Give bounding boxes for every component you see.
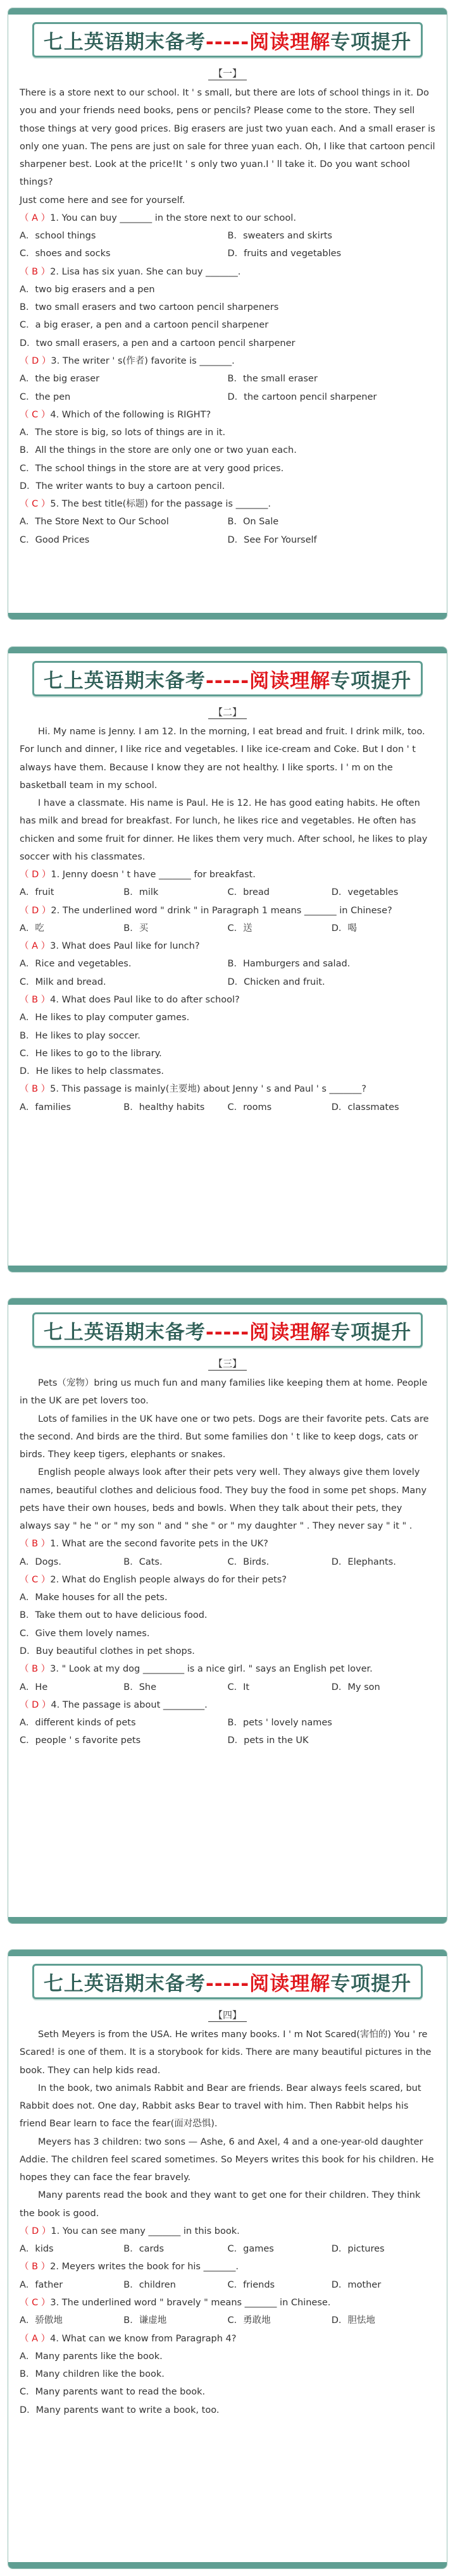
option-list [20, 281, 435, 352]
option-item: B．pets ' lovely names [227, 1718, 332, 1729]
option-item: B．All the things in the store are only one or two yuan each. [20, 445, 297, 456]
question-text: 1. What are the second favorite pets in the UK? [50, 1539, 268, 1550]
option-item: A．Many parents like the book. [20, 2351, 163, 2362]
question-text: 1. Jenny doesn ' t have _______ for breakfast. [51, 870, 256, 880]
question-text: 5. The best title(标题) for the passage is _______. [50, 499, 271, 510]
option-item: A．father [20, 2279, 63, 2290]
answer-key: （ C ） [20, 409, 51, 420]
passage-paragraph: Just come here and see for yourself. [20, 195, 185, 206]
option-item: B．Cats. [123, 1556, 163, 1567]
passage-paragraph: In the book, two animals Rabbit and Bear are friends. Bear always feels scared, but Rabbit does not. One day, Rabbit asks Bear to travel with him. Then Rabbit helps his friend Bear learn to face the fear(面对恐惧). [20, 2083, 421, 2129]
question-text: 4. What does Paul like to do after school? [50, 994, 240, 1005]
passage-body [8, 84, 447, 549]
option-list [20, 920, 435, 937]
option-list [20, 1714, 435, 1750]
question-stem [20, 406, 435, 424]
banner-part1: 七上英语期末备考 [43, 1321, 206, 1344]
option-item: D．Elephants. [331, 1556, 396, 1567]
answer-key: （ D ） [20, 2226, 51, 2236]
title-banner [32, 1312, 423, 1348]
option-list [20, 1099, 435, 1116]
option-item: B．Many children like the book. [20, 2369, 165, 2380]
option-item: C．Milk and bread. [20, 977, 106, 987]
passage-paragraph: Seth Meyers is from the USA. He writes many books. I ' m Not Scared(害怕的) You ' re Scared! is one of them. It is a storybook for kids. There are many beautiful pictures in the book. They can help kids read. [20, 2030, 432, 2076]
question-stem [20, 2294, 435, 2312]
option-list [20, 884, 435, 901]
option-item: B．Hamburgers and salad. [227, 959, 351, 970]
option-item: D．the cartoon pencil sharpener [227, 391, 377, 402]
passage-paragraph: Many parents read the book and they want to get one for their children. They think the book is good. [20, 2190, 421, 2219]
option-item: C．Good Prices [20, 534, 90, 545]
question-stem [20, 2222, 435, 2240]
option-item: C．the pen [20, 391, 71, 402]
option-item: B．On Sale [227, 517, 279, 527]
answer-key: （ A ） [20, 213, 51, 223]
option-item: D．Many parents want to write a book, too. [20, 2405, 220, 2415]
question-stem [20, 209, 435, 227]
option-list [20, 227, 435, 263]
question-stem [20, 1696, 435, 1714]
banner-part2: -----阅读理解 [205, 669, 331, 693]
title-banner [32, 22, 423, 58]
answer-key: （ B ） [20, 1084, 51, 1095]
banner-part2: -----阅读理解 [205, 1972, 331, 1995]
passage-paragraph: I have a classmate. His name is Paul. He is 12. He has good eating habits. He often has milk and bread for breakfast. For lunch, he likes rice and vegetables. He often has chicken and some fruit for dinner. He likes them very much. After school, he likes to play soccer with his classmates. [20, 798, 428, 862]
option-item: A．骄傲地 [20, 2315, 63, 2326]
banner-part2: -----阅读理解 [205, 30, 331, 54]
answer-key: （ A ） [20, 2333, 51, 2344]
option-item: D．pictures [331, 2244, 385, 2255]
option-item: A．two big erasers and a pen [20, 284, 155, 295]
option-item: B．healthy habits [123, 1102, 205, 1112]
question-text: 2. Lisa has six yuan. She can buy _______. [50, 266, 241, 277]
question-text: 3. " Look at my dog _________ is a nice girl. " says an English pet lover. [50, 1664, 373, 1675]
option-item: D．My son [331, 1682, 380, 1692]
question-stem [20, 1571, 435, 1589]
question-text: 3. The writer ' s(作者) favorite is _______. [51, 355, 235, 366]
reading-card-2 [8, 646, 447, 1273]
option-item: C．It [227, 1682, 250, 1692]
answer-key: （ D ） [20, 905, 51, 916]
option-item: A．the big eraser [20, 374, 100, 385]
question-stem [20, 1080, 435, 1098]
question-text: 4. Which of the following is RIGHT? [50, 409, 211, 420]
option-item: D．vegetables [331, 887, 399, 898]
option-list [20, 2240, 435, 2258]
question-text: 2. What do English people always do for their pets? [50, 1574, 287, 1585]
option-item: B．children [123, 2279, 176, 2290]
option-list [20, 955, 435, 991]
option-item: C．rooms [227, 1102, 272, 1112]
passage-paragraph: There is a store next to our school. It ' s small, but there are lots of school things in it. Do you and your friends need books, pens or pencils? Please come to the store. They sell those things at very good prices. Big erasers are just two yuan each. And a small eraser is only one yuan. The pens are just on sale for three yuan each. Oh, I like that cartoon pencil sharpener best. Look at the price!It ' s only two yuan.I ' ll take it. Do you want school things? [20, 88, 435, 188]
option-list [20, 2276, 435, 2294]
option-item: A．He [20, 1682, 48, 1692]
section-number: 【二】 [208, 705, 247, 719]
question-text: 4. The passage is about _________. [51, 1699, 208, 1710]
question-text: 2. Meyers writes the book for his _______. [50, 2262, 239, 2272]
option-item: D．Chicken and fruit. [227, 977, 325, 987]
option-item: C．Birds. [227, 1556, 270, 1567]
option-item: A．The Store Next to Our School [20, 517, 169, 527]
option-item: C．He likes to go to the library. [20, 1048, 162, 1059]
reading-card-4 [8, 1949, 447, 2569]
question-stem [20, 1535, 435, 1553]
title-banner [32, 1964, 423, 1999]
option-item: C．送 [227, 923, 252, 934]
question-stem [20, 1660, 435, 1678]
question-stem [20, 866, 435, 884]
option-item: C．Give them lovely names. [20, 1628, 150, 1639]
passage-body [8, 2026, 447, 2419]
question-stem [20, 495, 435, 513]
question-stem [20, 937, 435, 955]
option-list [20, 370, 435, 406]
option-item: B．She [123, 1682, 157, 1692]
option-list [20, 424, 435, 495]
banner-part1: 七上英语期末备考 [43, 669, 206, 693]
option-item: C．games [227, 2244, 274, 2255]
answer-key: （ D ） [20, 870, 51, 880]
option-item: B．sweaters and skirts [227, 231, 332, 242]
passage-paragraph: Meyers has 3 children: two sons — Ashe, 6 and Axel, 4 and a one-year-old daughter Addie. The children feel scared sometimes. So Meyers writes this book for his children. He hopes they can face the fear bravely. [20, 2136, 434, 2183]
question-stem [20, 2258, 435, 2276]
question-text: 1. You can see many _______ in this book. [51, 2226, 240, 2236]
banner-part3: 专项提升 [330, 669, 412, 693]
option-item: D．mother [331, 2279, 382, 2290]
option-item: D．classmates [331, 1102, 399, 1112]
option-item: A．Rice and vegetables. [20, 959, 132, 970]
question-stem [20, 902, 435, 920]
question-text: 1. You can buy _______ in the store next to our school. [50, 213, 296, 223]
answer-key: （ D ） [20, 1699, 51, 1710]
answer-key: （ B ） [20, 1664, 51, 1675]
question-stem [20, 352, 435, 370]
passage-paragraph: Hi. My name is Jenny. I am 12. In the morning, I eat bread and fruit. I drink milk, too. For lunch and dinner, I like rice and vegetables. I like ice-cream and Coke. But I don ' t always have them. Because I know they are not healthy. I like sports. I ' m on the basketball team in my school. [20, 727, 425, 791]
reading-card-3 [8, 1298, 447, 1924]
option-item: B．the small eraser [227, 374, 318, 385]
option-item: A．Make houses for all the pets. [20, 1593, 168, 1603]
option-item: A．He likes to play computer games. [20, 1013, 190, 1023]
option-item: A．Dogs. [20, 1556, 61, 1567]
question-text: 5. This passage is mainly(主要地) about Jenny ' s and Paul ' s _______? [50, 1084, 366, 1095]
option-list [20, 1009, 435, 1080]
option-item: C．a big eraser, a pen and a cartoon pencil sharpener [20, 320, 269, 331]
section-number: 【三】 [208, 1357, 247, 1371]
passage-paragraph: Lots of families in the UK have one or two pets. Dogs are their favorite pets. Cats are the second. And birds are the third. But some families don ' t like to keep dogs, cats or birds. They keep tigers, elephants or snakes. [20, 1414, 429, 1460]
option-item: C．friends [227, 2279, 275, 2290]
banner-part3: 专项提升 [330, 1972, 412, 1995]
section-number: 【一】 [208, 66, 247, 80]
option-item: D．pets in the UK [227, 1735, 309, 1746]
option-item: A．different kinds of pets [20, 1718, 136, 1729]
section-number: 【四】 [208, 2008, 247, 2022]
option-item: D．胆怯地 [331, 2315, 375, 2326]
answer-key: （ C ） [20, 1574, 51, 1585]
banner-part3: 专项提升 [330, 30, 412, 54]
option-item: A．families [20, 1102, 72, 1112]
passage-paragraph: Pets（宠物）bring us much fun and many families like keeping them at home. People in the UK are pet lovers too. [20, 1378, 428, 1407]
answer-key: （ C ） [20, 499, 51, 510]
question-stem [20, 263, 435, 281]
option-item: D．See For Yourself [227, 534, 317, 545]
question-stem [20, 2330, 435, 2348]
option-item: B．cards [123, 2244, 165, 2255]
answer-key: （ A ） [20, 941, 51, 952]
passage-body [8, 1374, 447, 1750]
option-list [20, 1679, 435, 1696]
option-item: C．The school things in the store are at very good prices. [20, 463, 284, 474]
title-banner [32, 661, 423, 696]
passage-body [8, 723, 447, 1116]
option-list [20, 2348, 435, 2419]
answer-key: （ B ） [20, 2262, 51, 2272]
option-item: C．people ' s favorite pets [20, 1735, 141, 1746]
question-text: 3. The underlined word " bravely " means _______ in Chinese. [50, 2297, 331, 2308]
banner-part1: 七上英语期末备考 [43, 1972, 206, 1995]
banner-part3: 专项提升 [330, 1321, 412, 1344]
option-item: D．He likes to help classmates. [20, 1066, 165, 1077]
option-item: A．kids [20, 2244, 54, 2255]
option-item: A．吃 [20, 923, 44, 934]
option-item: A．fruit [20, 887, 54, 898]
banner-part2: -----阅读理解 [205, 1321, 331, 1344]
option-item: A．school things [20, 231, 96, 242]
option-item: A．The store is big, so lots of things are in it. [20, 428, 226, 438]
option-item: D．fruits and vegetables [227, 249, 342, 259]
option-list [20, 1589, 435, 1660]
option-item: C．Many parents want to read the book. [20, 2387, 206, 2398]
answer-key: （ C ） [20, 2297, 51, 2308]
option-list [20, 2312, 435, 2329]
question-text: 2. The underlined word " drink " in Paragraph 1 means _______ in Chinese? [51, 905, 392, 916]
answer-key: （ B ） [20, 1539, 51, 1550]
option-item: B．买 [123, 923, 149, 934]
passage-paragraph: English people always look after their pets very well. They always give them lovely names, beautiful clothes and delicious food. They buy the food in some pet shops. Many pets have their own houses, beds and bowls. When they talk about their pets, they always say " he " or " my son " and " she " or " my daughter " . They never say " it " . [20, 1467, 427, 1532]
answer-key: （ D ） [20, 355, 51, 366]
answer-key: （ B ） [20, 994, 51, 1005]
option-item: C．勇敢地 [227, 2315, 271, 2326]
option-item: B．milk [123, 887, 159, 898]
option-item: D．Buy beautiful clothes in pet shops. [20, 1646, 195, 1656]
option-item: B．Take them out to have delicious food. [20, 1610, 208, 1621]
option-list [20, 1553, 435, 1571]
option-item: B．谦虚地 [123, 2315, 167, 2326]
banner-part1: 七上英语期末备考 [43, 30, 206, 54]
option-item: D．喝 [331, 923, 357, 934]
option-item: B．two small erasers and two cartoon pencil sharpeners [20, 302, 279, 313]
option-item: C．bread [227, 887, 270, 898]
option-item: D．The writer wants to buy a cartoon pencil. [20, 481, 225, 491]
option-item: C．shoes and socks [20, 249, 111, 259]
question-text: 4. What can we know from Paragraph 4? [50, 2333, 237, 2344]
question-text: 3. What does Paul like for lunch? [50, 941, 200, 952]
option-item: D．two small erasers, a pen and a cartoon pencil sharpener [20, 338, 296, 348]
reading-card-1 [8, 8, 447, 620]
question-stem [20, 991, 435, 1009]
answer-key: （ B ） [20, 266, 51, 277]
option-list [20, 513, 435, 549]
option-item: B．He likes to play soccer. [20, 1030, 140, 1041]
